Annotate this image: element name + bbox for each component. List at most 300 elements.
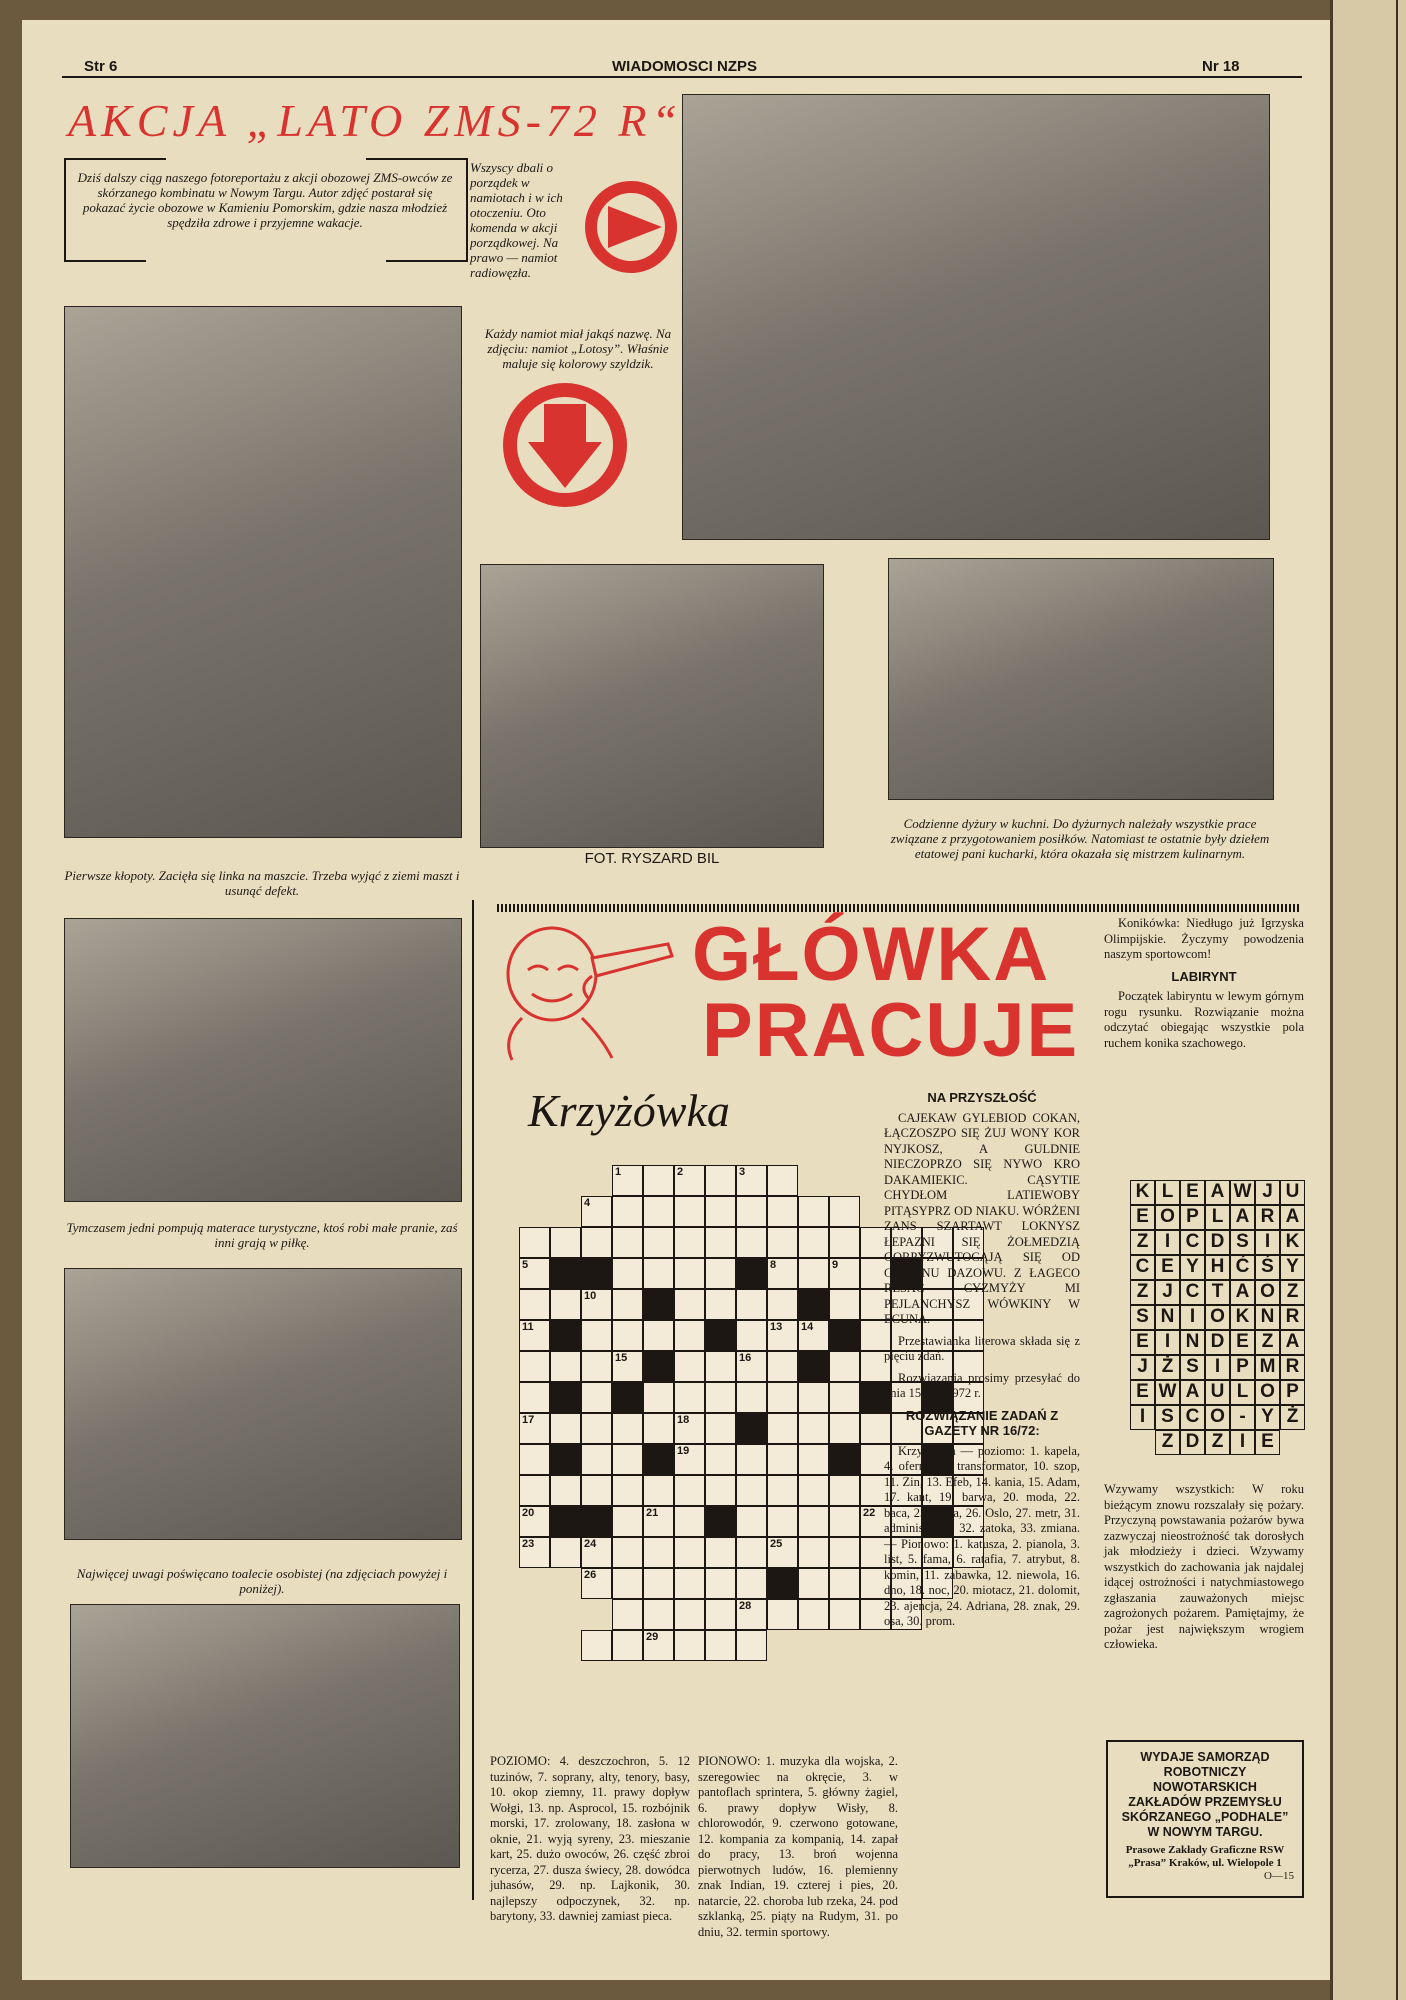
crossword-number: 24 xyxy=(584,1538,597,1550)
photo-camp-ground xyxy=(64,918,462,1202)
crossword-cell xyxy=(767,1382,798,1413)
crossword-cell xyxy=(674,1227,705,1258)
labirynt-cell: Z xyxy=(1205,1430,1230,1455)
labirynt-cell: A xyxy=(1180,1380,1205,1405)
labirynt-cell: L xyxy=(1205,1205,1230,1230)
labirynt-cell: J xyxy=(1130,1355,1155,1380)
crossword-cell xyxy=(674,1506,705,1537)
crossword-cell xyxy=(674,1382,705,1413)
labirynt-cell: Ż xyxy=(1280,1405,1305,1430)
page-fold-line xyxy=(1396,0,1398,2000)
crossword-number: 22 xyxy=(863,1507,876,1519)
labirynt-cell: R xyxy=(1280,1355,1305,1380)
crossword-cell xyxy=(581,1196,612,1227)
crossword-number: 20 xyxy=(522,1507,535,1519)
crossword-cell xyxy=(674,1568,705,1599)
crossword-cell xyxy=(767,1475,798,1506)
labirynt-cell: I xyxy=(1130,1405,1155,1430)
crossword-cell xyxy=(550,1289,581,1320)
crossword-cell xyxy=(798,1568,829,1599)
crossword-cell xyxy=(736,1475,767,1506)
labirynt-cell: D xyxy=(1205,1330,1230,1355)
crossword-cell xyxy=(705,1506,736,1537)
crossword-cell xyxy=(581,1289,612,1320)
crossword-cell xyxy=(581,1568,612,1599)
crossword-number: 23 xyxy=(522,1538,535,1550)
crossword-cell xyxy=(705,1320,736,1351)
photo-kitchen xyxy=(888,558,1274,800)
crossword-cell xyxy=(767,1568,798,1599)
crossword-cell xyxy=(643,1258,674,1289)
crossword-cell xyxy=(736,1165,767,1196)
crossword-cell xyxy=(829,1506,860,1537)
crossword-cell xyxy=(519,1289,550,1320)
cartoon-head-icon xyxy=(492,914,682,1064)
labirynt-cell: U xyxy=(1205,1380,1230,1405)
crossword-number: 28 xyxy=(739,1600,752,1612)
labirynt-cell: H xyxy=(1205,1255,1230,1280)
labirynt-cell: S xyxy=(1180,1355,1205,1380)
labirynt-cell: Z xyxy=(1155,1430,1180,1455)
crossword-cell xyxy=(643,1475,674,1506)
labirynt-cell: Y xyxy=(1280,1255,1305,1280)
intro-box xyxy=(64,158,468,262)
labirynt-cell: A xyxy=(1230,1205,1255,1230)
labirynt-cell: P xyxy=(1280,1380,1305,1405)
crossword-cell xyxy=(643,1599,674,1630)
glowka-title-2: PRACUJE xyxy=(702,988,1080,1073)
crossword-cell xyxy=(612,1599,643,1630)
crossword-cell xyxy=(736,1444,767,1475)
crossword-cell xyxy=(829,1227,860,1258)
crossword-cell xyxy=(674,1413,705,1444)
crossword-cell xyxy=(643,1568,674,1599)
crossword-number: 19 xyxy=(677,1445,690,1457)
crossword-title: Krzyżówka xyxy=(528,1085,730,1136)
labirynt-cell: N xyxy=(1155,1305,1180,1330)
crossword-cell xyxy=(581,1413,612,1444)
crossword-cell xyxy=(581,1258,612,1289)
crossword-number: 3 xyxy=(739,1166,746,1178)
page-number: Str 6 xyxy=(84,58,118,75)
crossword-cell xyxy=(519,1351,550,1382)
crossword-cell xyxy=(767,1165,798,1196)
labirynt-cell: I xyxy=(1155,1230,1180,1255)
crossword-cell xyxy=(674,1537,705,1568)
labirynt-cell: I xyxy=(1155,1330,1180,1355)
przyszlosc-text: CAJEKAW GYLEBIOD COKAN, ŁĄCZOSZPO SIĘ ŻUJ WONY KOR NYJKOSZ, A GULDNIE NIECZOPRZO SIĘ NYWO KRO DAKAMIEKIC. CĄSYTIE CHYDŁOM LATIEWOBY PITĄSYPRZ OD NIAKU. WÓRŻENI ZANS SZARTAWT LOKNYSZ ŁEPAZNI SIĘ ŻOŁMEDZIĄ GORPYZWUTOCĄJĄ SIĘ OD GEWONU DAZOWU. Z ŁAGECO RESAC CYZMYŻY MI PEJLANCHYSZ WÓWKINY W ECUNA. xyxy=(884,1110,1080,1326)
photo-cleaning-tents xyxy=(682,94,1270,540)
newspaper-page xyxy=(22,20,1330,1980)
crossword-cell xyxy=(643,1506,674,1537)
crossword-cell xyxy=(581,1475,612,1506)
labirynt-cell: O xyxy=(1155,1205,1180,1230)
crossword-cell xyxy=(767,1599,798,1630)
labirynt-cell: L xyxy=(1230,1380,1255,1405)
labirynt-heading: LABIRYNT xyxy=(1171,968,1237,984)
crossword-cell xyxy=(736,1289,767,1320)
crossword-cell xyxy=(705,1599,736,1630)
crossword-cell xyxy=(674,1258,705,1289)
labirynt-text: Początek labiryntu w lewym górnym rogu rysunku. Rozwiązanie można odczytać obiegając wszystkie pola ruchem konika szachowego. xyxy=(1104,989,1304,1050)
crossword-cell xyxy=(519,1475,550,1506)
crossword-cell xyxy=(550,1382,581,1413)
crossword-cell xyxy=(612,1351,643,1382)
crossword-cell xyxy=(705,1289,736,1320)
crossword-cell xyxy=(581,1506,612,1537)
crossword-cell xyxy=(798,1320,829,1351)
crossword-cell xyxy=(550,1258,581,1289)
crossword-cell xyxy=(581,1320,612,1351)
crossword-cell xyxy=(736,1227,767,1258)
labirynt-cell: C xyxy=(1180,1405,1205,1430)
labirynt-cell: Ć xyxy=(1230,1255,1255,1280)
labirynt-cell: O xyxy=(1255,1380,1280,1405)
crossword-cell xyxy=(798,1196,829,1227)
photo-washing xyxy=(64,1268,462,1540)
crossword-cell xyxy=(612,1475,643,1506)
crossword-cell xyxy=(643,1165,674,1196)
labirynt-cell: A xyxy=(1280,1330,1305,1355)
crossword-cell xyxy=(705,1475,736,1506)
labirynt-cell: S xyxy=(1230,1230,1255,1255)
crossword-cell xyxy=(705,1227,736,1258)
crossword-cell xyxy=(581,1630,612,1661)
crossword-cell xyxy=(643,1630,674,1661)
crossword-cell xyxy=(829,1568,860,1599)
arrow-down-icon xyxy=(500,380,630,510)
crossword-number: 11 xyxy=(522,1321,534,1333)
crossword-cell xyxy=(674,1599,705,1630)
crossword-number: 8 xyxy=(770,1259,777,1271)
column-divider xyxy=(472,900,474,1900)
crossword-cell xyxy=(612,1258,643,1289)
crossword-cell xyxy=(643,1413,674,1444)
crossword-cell xyxy=(643,1227,674,1258)
crossword-cell xyxy=(705,1196,736,1227)
crossword-cell xyxy=(550,1227,581,1258)
crossword-cell xyxy=(643,1444,674,1475)
crossword-cell xyxy=(612,1537,643,1568)
crossword-cell xyxy=(674,1165,705,1196)
crossword-cell xyxy=(829,1289,860,1320)
crossword-number: 16 xyxy=(739,1352,752,1364)
crossword-cell xyxy=(643,1351,674,1382)
crossword-cell xyxy=(829,1537,860,1568)
labirynt-cell: C xyxy=(1180,1280,1205,1305)
crossword-cell xyxy=(829,1196,860,1227)
crossword-cell xyxy=(550,1320,581,1351)
crossword-cell xyxy=(674,1475,705,1506)
crossword-cell xyxy=(705,1413,736,1444)
side-note: Wszyscy dbali o porządek w namiotach i w ich otoczeniu. Oto komenda w akcji porządkowej. Na prawo — namiot radiowęzła. xyxy=(470,160,563,280)
labirynt-cell: Z xyxy=(1255,1330,1280,1355)
crossword-cell xyxy=(612,1630,643,1661)
middle-column xyxy=(884,1084,1080,1636)
crossword-cell xyxy=(705,1351,736,1382)
crossword-cell xyxy=(519,1320,550,1351)
labirynt-cell: I xyxy=(1255,1230,1280,1255)
labirynt-cell: E xyxy=(1180,1180,1205,1205)
crossword-cell xyxy=(829,1599,860,1630)
crossword-cell xyxy=(612,1506,643,1537)
crossword-cell xyxy=(674,1196,705,1227)
crossword-cell xyxy=(767,1537,798,1568)
crossword-cell xyxy=(829,1475,860,1506)
labirynt-cell: S xyxy=(1130,1305,1155,1330)
akcja-title: AKCJA „LATO ZMS-72 R“ xyxy=(68,95,683,146)
issue-number: Nr 18 xyxy=(1202,58,1240,75)
wzywamy-text: Wzywamy wszystkich: W roku bieżącym znowu rozszalały się pożary. Przyczyną powstawania pożarów bywa zazwyczaj nieostrożność tak dorosłych jak młodzieży i dzieci. Wzywamy wszystkich do zachowania jak najdalej idącej ostrożności i natychmiastowego zgłaszania zauważonych miejsc zagrożonych pożarem. Pamiętajmy, że pożar jest największym wrogiem człowieka. xyxy=(1104,1482,1304,1651)
section-divider xyxy=(497,904,1299,912)
crossword-cell xyxy=(798,1351,829,1382)
crossword-cell xyxy=(612,1165,643,1196)
crossword-cell xyxy=(829,1320,860,1351)
crossword-cell xyxy=(736,1351,767,1382)
crossword-number: 15 xyxy=(615,1352,628,1364)
labirynt-cell: C xyxy=(1180,1230,1205,1255)
crossword-cell xyxy=(798,1289,829,1320)
crossword-cell xyxy=(612,1289,643,1320)
crossword-cell xyxy=(829,1351,860,1382)
arrow-right-icon xyxy=(582,178,680,276)
rozwiazanie-heading: ROZWIĄZANIE ZADAŃ Z GAZETY NR 16/72: xyxy=(905,1407,1059,1438)
crossword-cell xyxy=(550,1351,581,1382)
crossword-cell xyxy=(767,1289,798,1320)
crossword-cell xyxy=(643,1289,674,1320)
crossword-cell xyxy=(829,1413,860,1444)
crossword-cell xyxy=(767,1320,798,1351)
crossword-cell xyxy=(519,1258,550,1289)
clues-poziomo: POZIOMO: 4. deszczochron, 5. 12 tuzinów, 7. soprany, alty, tenory, basy, 10. okop ziemny, 11. prawy dopływ Wołgi, 13. np. Asprocol, 15. rozbójnik morski, 17. zrolowany, 18. zasłona w oknie, 21. wyją syreny, 23. mieszanie kart, 25. dużo owoców, 26. część zbroi rycerza, 27. dusza świecy, 28. dowódca juhasów, 29. np. Lajkonik, 30. najlepszy odpoczynek, 32. np. barytony, 33. dawniej zamiast pieca. xyxy=(490,1754,690,1923)
labirynt-cell: K xyxy=(1230,1305,1255,1330)
crossword-cell xyxy=(643,1320,674,1351)
labirynt-cell: I xyxy=(1205,1355,1230,1380)
labirynt-cell: - xyxy=(1230,1405,1255,1430)
photo-toilet xyxy=(70,1604,460,1868)
crossword-cell xyxy=(736,1599,767,1630)
crossword-number: 10 xyxy=(584,1290,597,1302)
crossword-cell xyxy=(798,1599,829,1630)
caption-first-problems: Pierwsze kłopoty. Zacięła się linka na maszcie. Trzeba wyjąć z ziemi maszt i usunąć defekt. xyxy=(64,868,460,898)
crossword-cell xyxy=(612,1196,643,1227)
imprint-publisher: WYDAJE SAMORZĄD ROBOTNICZY NOWOTARSKICH ZAKŁADÓW PRZEMYSŁU SKÓRZANEGO „PODHALE” W NOWYM TARGU. xyxy=(1121,1750,1289,1839)
crossword-cell xyxy=(581,1227,612,1258)
crossword-number: 29 xyxy=(646,1631,659,1643)
crossword-cell xyxy=(674,1351,705,1382)
labirynt-cell: J xyxy=(1155,1280,1180,1305)
crossword-cell xyxy=(519,1227,550,1258)
crossword-cell xyxy=(519,1413,550,1444)
labirynt-cell: Y xyxy=(1180,1255,1205,1280)
crossword-cell xyxy=(798,1537,829,1568)
crossword-number: 14 xyxy=(801,1321,814,1333)
crossword-number: 2 xyxy=(677,1166,684,1178)
photo-credit: FOT. RYSZARD BIL xyxy=(584,850,720,867)
crossword-cell xyxy=(581,1351,612,1382)
labirynt-cell: E xyxy=(1230,1330,1255,1355)
crossword-cell xyxy=(674,1289,705,1320)
rozwiazanie-krzyzowka: Krzyżówka — poziomo: 1. kapela, 4. oferma, 9. transformator, 10. szop, 11. Zin, 13. Efeb, 14. kania, 15. Adam, 17. kant, 19. barwa, 20. moda, 22. baca, 25. skala, 26. Oslo, 27. metr, 31. administracja, 32. zatoka, 33. zmiana. — Pionowo: 1. katusza, 2. pianola, 3. list, 5. fama, 6. ratafia, 7. atrybut, 8. komin, 11. zabawka, 12. niewola, 16. dno, 18. noc, 20. miotacz, 21. dolomit, 23. ajencja, 24. Adriana, 28. znak, 29. osa, 30. prom. xyxy=(884,1443,1080,1628)
crossword-cell xyxy=(767,1413,798,1444)
crossword-cell xyxy=(829,1258,860,1289)
caption-kitchen: Codzienne dyżury w kuchni. Do dyżurnych należały wszystkie prace związane z przygotowaniem posiłków. Natomiast te ostatnie były dziełem etatowej pani kucharki, która okazała się mistrzem kulinarnym. xyxy=(890,816,1270,861)
przestawianka-text: Przestawianka literowa składa się z pięciu zdań. xyxy=(884,1333,1080,1363)
crossword-number: 21 xyxy=(646,1507,659,1519)
crossword-cell xyxy=(798,1506,829,1537)
konikowka-text: Konikówka: Niedługo już Igrzyska Olimpijskie. Życzymy powodzenia naszym sportowcom! xyxy=(1104,916,1304,961)
crossword-cell xyxy=(705,1165,736,1196)
labirynt-cell: P xyxy=(1180,1205,1205,1230)
crossword-cell xyxy=(674,1320,705,1351)
crossword-cell xyxy=(705,1537,736,1568)
crossword-cell xyxy=(736,1506,767,1537)
crossword-cell xyxy=(674,1444,705,1475)
crossword-cell xyxy=(798,1258,829,1289)
caption-pumping: Tymczasem jedni pompują materace turystyczne, ktoś robi małe pranie, zaś inni grają w piłkę. xyxy=(66,1220,458,1250)
crossword-cell xyxy=(643,1196,674,1227)
labirynt-cell: A xyxy=(1280,1205,1305,1230)
labirynt-cell: P xyxy=(1230,1355,1255,1380)
labirynt-cell: W xyxy=(1155,1380,1180,1405)
crossword-cell xyxy=(612,1227,643,1258)
labirynt-cell: R xyxy=(1255,1205,1280,1230)
crossword-cell xyxy=(767,1444,798,1475)
labirynt-cell: E xyxy=(1130,1380,1155,1405)
photo-tent-sign xyxy=(480,564,824,848)
crossword-number: 1 xyxy=(615,1166,622,1178)
crossword-cell xyxy=(736,1258,767,1289)
labirynt-cell: I xyxy=(1230,1430,1255,1455)
crossword-cell xyxy=(612,1382,643,1413)
labirynt-cell: K xyxy=(1280,1230,1305,1255)
crossword-cell xyxy=(736,1537,767,1568)
crossword-cell xyxy=(736,1196,767,1227)
crossword-cell xyxy=(736,1413,767,1444)
labirynt-cell: I xyxy=(1180,1305,1205,1330)
crossword-cell xyxy=(519,1382,550,1413)
labirynt-cell: N xyxy=(1180,1330,1205,1355)
labirynt-cell: W xyxy=(1230,1180,1255,1205)
crossword-cell xyxy=(643,1382,674,1413)
crossword-cell xyxy=(519,1506,550,1537)
labirynt-cell: O xyxy=(1255,1280,1280,1305)
crossword-cell xyxy=(612,1568,643,1599)
crossword-cell xyxy=(829,1444,860,1475)
crossword-number: 26 xyxy=(584,1569,597,1581)
labirynt-cell: Z xyxy=(1130,1280,1155,1305)
glowka-title-1: GŁÓWKA xyxy=(692,912,1051,997)
caption-toilet: Najwięcej uwagi poświęcano toalecie osobistej (na zdjęciach powyżej i poniżej). xyxy=(76,1566,448,1596)
labirynt-cell: E xyxy=(1155,1255,1180,1280)
crossword-cell xyxy=(705,1444,736,1475)
labirynt-cell: A xyxy=(1205,1180,1230,1205)
crossword-cell xyxy=(705,1568,736,1599)
imprint-box xyxy=(1106,1740,1304,1898)
labirynt-cell: O xyxy=(1205,1405,1230,1430)
labirynt-cell: S xyxy=(1155,1405,1180,1430)
labirynt-cell: M xyxy=(1255,1355,1280,1380)
crossword-cell xyxy=(519,1537,550,1568)
labirynt-cell: J xyxy=(1255,1180,1280,1205)
labirynt-cell: E xyxy=(1130,1330,1155,1355)
crossword-number: 13 xyxy=(770,1321,783,1333)
crossword-cell xyxy=(581,1444,612,1475)
crossword-number: 4 xyxy=(584,1197,591,1209)
crossword-cell xyxy=(674,1630,705,1661)
labirynt-cell: N xyxy=(1255,1305,1280,1330)
crossword-cell xyxy=(736,1630,767,1661)
crossword-cell xyxy=(736,1382,767,1413)
crossword-cell xyxy=(798,1413,829,1444)
next-page-edge xyxy=(1330,0,1406,2000)
crossword-cell xyxy=(550,1506,581,1537)
crossword-cell xyxy=(550,1475,581,1506)
labirynt-cell: D xyxy=(1205,1230,1230,1255)
crossword-cell xyxy=(798,1444,829,1475)
crossword-cell xyxy=(736,1568,767,1599)
paper-title: WIADOMOSCI NZPS xyxy=(612,58,757,75)
crossword-cell xyxy=(767,1196,798,1227)
crossword-number: 25 xyxy=(770,1538,783,1550)
crossword-cell xyxy=(798,1475,829,1506)
crossword-cell xyxy=(829,1382,860,1413)
labirynt-cell: R xyxy=(1280,1305,1305,1330)
przyszlosc-heading: NA PRZYSZŁOŚĆ xyxy=(927,1090,1037,1105)
clues-pionowo: PIONOWO: 1. muzyka dla wojska, 2. szeregowiec na okręcie, 3. w pantoflach sprintera, 5. główny żagiel, 6. prawy dopływ Wisły, 8. chlorowodór, 9. czerwono gotowane, 12. kompania za kompanią, 14. zapał do pracy, 13. broń wojenna pierwotnych ludów, 16. plemienny znak Indian, 19. czterej i pies, 20. natarcie, 22. choroba lub rzeka, 24. pod szklanką, 25. piąty na Rudym, 31. po dniu, 32. termin sportowy. xyxy=(698,1754,898,1939)
labirynt-cell: C xyxy=(1130,1255,1155,1280)
crossword-cell xyxy=(581,1537,612,1568)
right-column xyxy=(1104,916,1304,1057)
crossword-cell xyxy=(550,1444,581,1475)
labirynt-cell: T xyxy=(1205,1280,1230,1305)
crossword-number: 5 xyxy=(522,1259,529,1271)
crossword-cell xyxy=(643,1537,674,1568)
crossword-number: 17 xyxy=(522,1414,535,1426)
imprint-code: O—15 xyxy=(1264,1870,1294,1882)
imprint-printer: Prasowe Zakłady Graficzne RSW „Prasa” Kraków, ul. Wielopole 1 xyxy=(1125,1844,1285,1869)
crossword-cell xyxy=(581,1382,612,1413)
labirynt-cell: Z xyxy=(1130,1230,1155,1255)
labirynt-cell: K xyxy=(1130,1180,1155,1205)
rozwiazania-deadline: Rozwiązania prosimy przesyłać do dnia 15. 10. 1972 r. xyxy=(884,1370,1080,1400)
crossword-number: 9 xyxy=(832,1259,839,1271)
tent-note: Każdy namiot miał jakąś nazwę. Na zdjęciu: namiot „Lotosy”. Właśnie maluje się kolorowy szyldzik. xyxy=(484,326,672,371)
crossword-cell xyxy=(550,1537,581,1568)
header-rule xyxy=(62,76,1302,78)
crossword-cell xyxy=(612,1444,643,1475)
crossword-cell xyxy=(767,1227,798,1258)
labirynt-cell: Ż xyxy=(1155,1355,1180,1380)
labirynt-cell: Z xyxy=(1280,1280,1305,1305)
photo-mast xyxy=(64,306,462,838)
labirynt-cell: O xyxy=(1205,1305,1230,1330)
labirynt-cell: Y xyxy=(1255,1405,1280,1430)
crossword-cell xyxy=(705,1630,736,1661)
labirynt-cell: L xyxy=(1155,1180,1180,1205)
crossword-cell xyxy=(798,1382,829,1413)
intro-text: Dziś dalszy ciąg naszego fotoreportażu z akcji obozowej ZMS-owców ze skórzanego kombinatu w Nowym Targu. Autor zdjęć postarał się pokazać życie obozowe w Kamieniu Pomorskim, gdzie nasza młodzież spędziła zdrowe i przyjemne wakacje. xyxy=(77,170,453,230)
crossword-cell xyxy=(798,1227,829,1258)
labirynt-cell: A xyxy=(1230,1280,1255,1305)
labirynt-cell: E xyxy=(1130,1205,1155,1230)
labirynt-cell: E xyxy=(1255,1430,1280,1455)
crossword-cell xyxy=(519,1444,550,1475)
crossword-cell xyxy=(736,1320,767,1351)
crossword-cell xyxy=(767,1506,798,1537)
crossword-cell xyxy=(612,1413,643,1444)
crossword-cell xyxy=(705,1258,736,1289)
